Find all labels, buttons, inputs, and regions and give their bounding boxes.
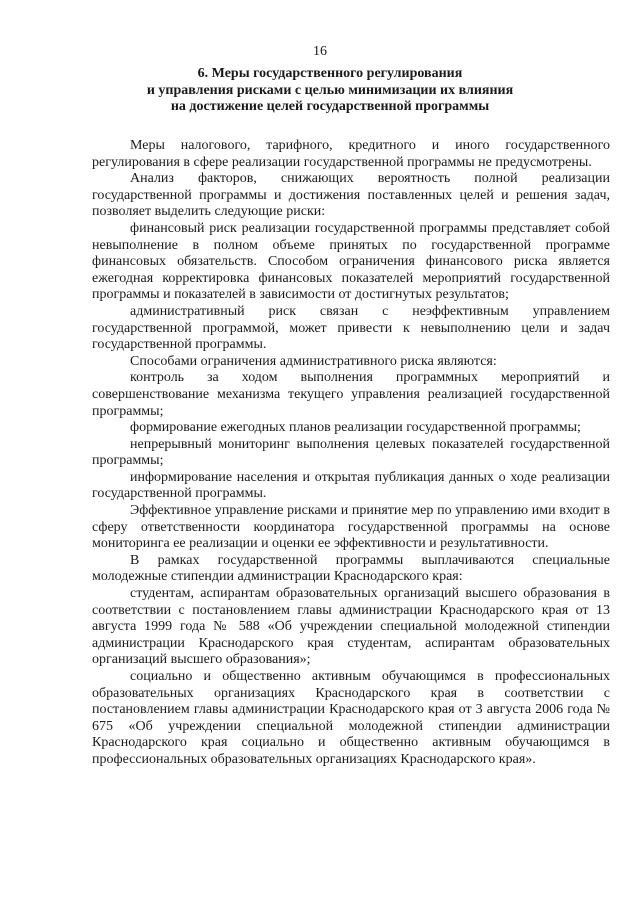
section-heading-line-1: 6. Меры государственного регулирования: [197, 66, 463, 81]
list-item-public-information: информирование населения и открытая публикация данных о ходе реализации государственной программы.: [92, 469, 610, 502]
paragraph-risk-management-responsibility: Эффективное управление рисками и принятие мер по управлению ими входит в сферу ответственности координатора государственной программы на основе мониторинга ее реализации и оценки ее эффективности и результативности.: [92, 503, 610, 552]
document-body: [92, 138, 610, 769]
paragraph-regulation-measures: Меры налогового, тарифного, кредитного и иного государственного регулирования в сфере реализации государственной программы не предусмотрены.: [92, 138, 610, 170]
paragraph-financial-risk: финансовый риск реализации государственной программы представляет собой невыполнение в полном объеме принятых по государственной программе финансовых обязательств. Способом ограничения финансового риска является ежегодная корректировка финансовых показателей мероприятий государственной программы и показателей в зависимости от достигнутых результатов;: [92, 220, 610, 303]
list-item-control: контроль за ходом выполнения программных мероприятий и совершенствование механизма текущего управления реализацией государственной программы;: [92, 370, 610, 419]
section-heading-line-2: и управления рисками с целью минимизации их влияния: [146, 82, 514, 98]
paragraph-risk-limitation-methods: Способами ограничения административного риска являются:: [130, 353, 497, 369]
list-item-annual-plans: формирование ежегодных планов реализации государственной программы;: [130, 420, 581, 436]
list-item-active-student-scholarship: социально и общественно активным обучающимся в профессиональных образовательных организациях Краснодарского края в соответствии с постановлением главы администрации Краснодарского края от 3 августа 2006 года № 675 «Об учреждении специальной молодежной стипендии администрации Краснодарского края социально и общественно активным обучающимся в профессиональных образовательных организациях Краснодарского края».: [92, 669, 610, 767]
page-number: 16: [313, 44, 327, 59]
paragraph-administrative-risk: административный риск связан с неэффективным управлением государственной программой, может привести к невыполнению цели и задач государственной программы.: [92, 303, 610, 353]
list-item-monitoring: непрерывный мониторинг выполнения целевых показателей государственной программы;: [92, 436, 610, 469]
paragraph-risk-analysis: Анализ факторов, снижающих вероятность полной реализации государственной программы и достижения поставленных целей и решения задач, позволяет выделить следующие риски:: [92, 171, 610, 220]
paragraph-scholarships: В рамках государственной программы выплачиваются специальные молодежные стипендии администрации Краснодарского края:: [92, 552, 610, 585]
section-heading-line-3: на достижение целей государственной программы: [170, 99, 490, 114]
section-heading: [90, 66, 570, 116]
list-item-student-scholarship: студентам, аспирантам образовательных организаций высшего образования в соответствии с постановлением главы администрации Краснодарского края от 13 августа 1999 года № 588 «Об учреждении специальной молодежной стипендии администрации Краснодарского края студентам, аспирантам образовательных организаций высшего образования»;: [92, 586, 610, 668]
